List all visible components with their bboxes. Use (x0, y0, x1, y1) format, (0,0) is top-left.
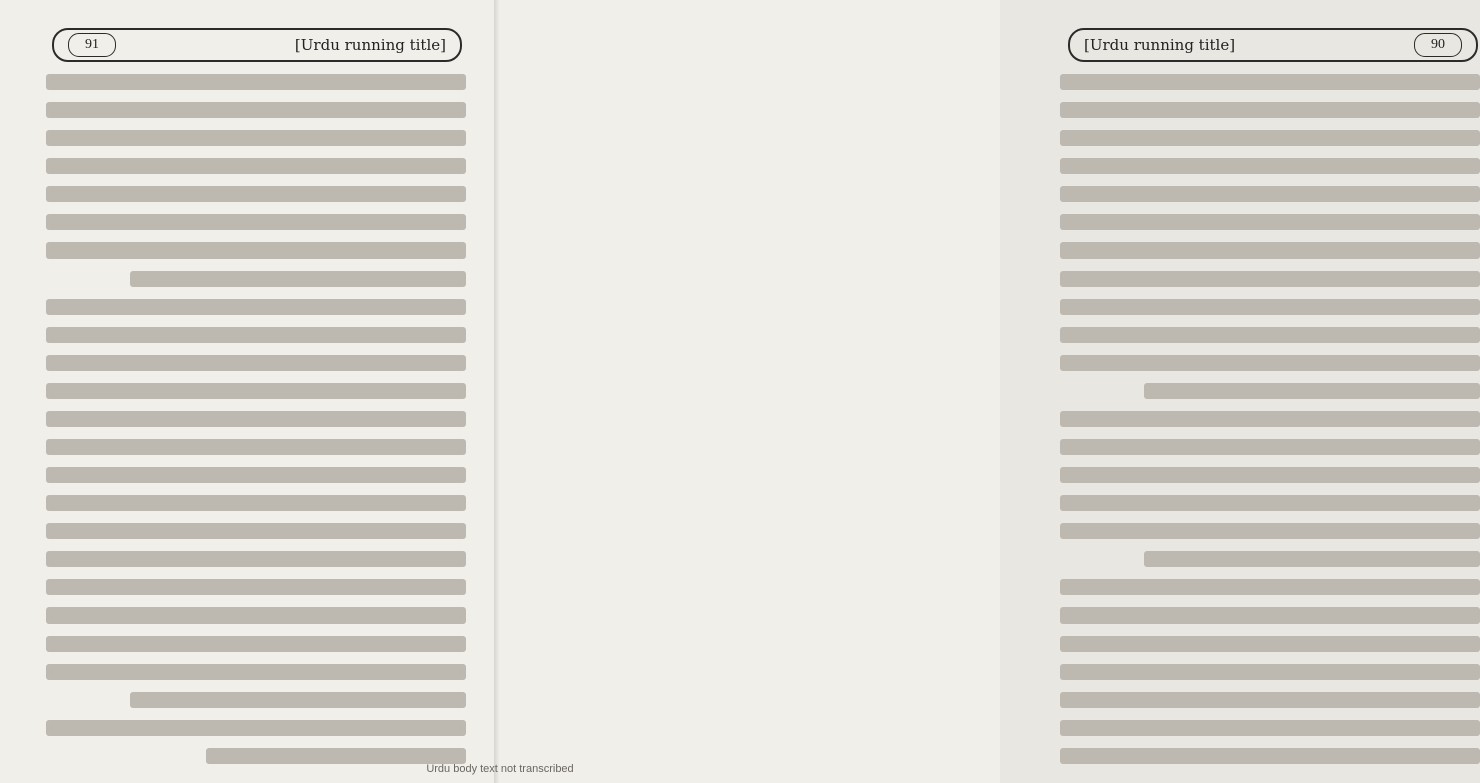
text-line (206, 748, 466, 764)
text-line (1144, 551, 1480, 567)
right-page-number: 90 (1414, 33, 1462, 57)
text-line (1060, 214, 1480, 230)
text-line (1060, 327, 1480, 343)
text-line (1060, 467, 1480, 483)
text-line (130, 692, 466, 708)
text-line (1060, 186, 1480, 202)
text-line (46, 327, 466, 343)
text-line (1060, 495, 1480, 511)
text-line (46, 467, 466, 483)
text-line (46, 636, 466, 652)
text-line (1144, 383, 1480, 399)
text-line (46, 355, 466, 371)
left-page-number: 91 (68, 33, 116, 57)
text-line (1060, 355, 1480, 371)
text-line (46, 130, 466, 146)
text-line (46, 495, 466, 511)
placeholder-note: Urdu body text not transcribed (426, 763, 574, 775)
text-line (1060, 439, 1480, 455)
right-page-header (1068, 28, 1478, 62)
right-running-title: [Urdu running title] (1084, 36, 1236, 54)
text-line (1060, 692, 1480, 708)
text-line (1060, 242, 1480, 258)
text-line (1060, 720, 1480, 736)
text-line (46, 158, 466, 174)
text-line (46, 607, 466, 623)
text-line (46, 242, 466, 258)
left-page (0, 0, 500, 783)
text-line (1060, 130, 1480, 146)
left-page-header (52, 28, 462, 62)
text-line (46, 299, 466, 315)
text-line (46, 720, 466, 736)
text-line (1060, 411, 1480, 427)
text-line (46, 74, 466, 90)
text-line (1060, 74, 1480, 90)
text-line (46, 579, 466, 595)
text-line (1060, 158, 1480, 174)
text-line (46, 186, 466, 202)
text-line (1060, 664, 1480, 680)
right-text-block (1060, 74, 1480, 764)
text-line (46, 523, 466, 539)
text-line (1060, 748, 1480, 764)
text-line (46, 411, 466, 427)
left-running-title: [Urdu running title] (294, 36, 446, 54)
text-line (46, 383, 466, 399)
text-line (46, 439, 466, 455)
left-text-block (46, 74, 466, 764)
right-page (500, 0, 1445, 783)
text-line (46, 664, 466, 680)
text-line (1060, 607, 1480, 623)
text-line (46, 551, 466, 567)
text-line (1060, 271, 1480, 287)
text-line (1060, 102, 1480, 118)
text-line (1060, 299, 1480, 315)
text-line (1060, 523, 1480, 539)
text-line (130, 271, 466, 287)
text-line (1060, 579, 1480, 595)
text-line (46, 214, 466, 230)
text-line (46, 102, 466, 118)
text-line (1060, 636, 1480, 652)
